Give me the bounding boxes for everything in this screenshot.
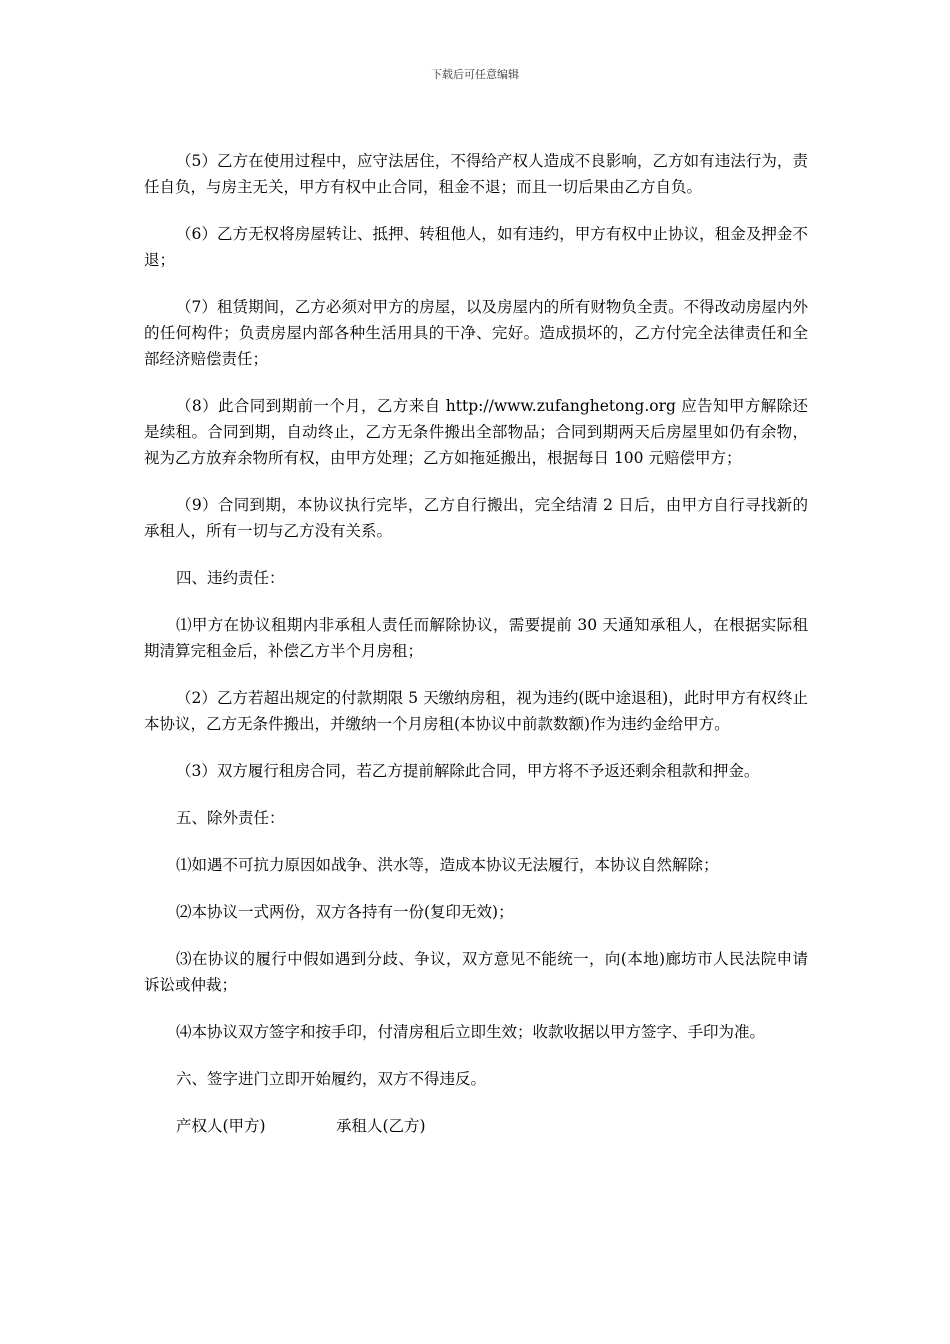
exclusion-clause-3: ⑶在协议的履行中假如遇到分歧、争议，双方意见不能统一，向(本地)廊坊市人民法院申请诉讼或仲裁；: [144, 950, 808, 994]
party-a-signature-label: 产权人(甲方): [176, 1117, 266, 1135]
clause-6: （6）乙方无权将房屋转让、抵押、转租他人，如有违约，甲方有权中止协议，租金及押金不退；: [144, 225, 808, 269]
clause-8: （8）此合同到期前一个月，乙方来自 http://www.zufanghetong.org 应告知甲方解除还是续租。合同到期，自动终止，乙方无条件搬出全部物品；合同到期两天后房屋里如仍有余物，视为乙方放弃余物所有权，由甲方处理；乙方如拖延搬出，根据每日 100 元赔偿甲方；: [144, 397, 808, 467]
section-heading-signing: 六、签字进门立即开始履约，双方不得违反。: [176, 1070, 487, 1088]
exclusion-clause-1: ⑴如遇不可抗力原因如战争、洪水等，造成本协议无法履行，本协议自然解除；: [176, 856, 719, 874]
section-heading-exclusions: 五、除外责任：: [176, 809, 285, 827]
party-b-signature-label: 承租人(乙方): [336, 1117, 426, 1135]
clause-5: （5）乙方在使用过程中，应守法居住，不得给产权人造成不良影响，乙方如有违法行为，责任自负，与房主无关，甲方有权中止合同，租金不退；而且一切后果由乙方自负。: [144, 152, 808, 196]
breach-clause-2: （2）乙方若超出规定的付款期限 5 天缴纳房租，视为违约(既中途退租)，此时甲方有权终止本协议，乙方无条件搬出，并缴纳一个月房租(本协议中前款数额)作为违约金给甲方。: [144, 689, 808, 733]
breach-clause-3: （3）双方履行租房合同，若乙方提前解除此合同，甲方将不予返还剩余租款和押金。: [176, 762, 760, 780]
exclusion-clause-4: ⑷本协议双方签字和按手印，付清房租后立即生效；收款收据以甲方签字、手印为准。: [176, 1023, 766, 1041]
section-heading-breach: 四、违约责任：: [176, 569, 285, 587]
clause-7: （7）租赁期间，乙方必须对甲方的房屋，以及房屋内的所有财物负全责。不得改动房屋内外的任何构件；负责房屋内部各种生活用具的干净、完好。造成损坏的，乙方付完全法律责任和全部经济赔偿责任；: [144, 298, 808, 368]
clause-9: （9）合同到期，本协议执行完毕，乙方自行搬出，完全结清 2 日后，由甲方自行寻找新的承租人，所有一切与乙方没有关系。: [144, 496, 808, 540]
contract-body: [144, 148, 808, 1139]
exclusion-clause-2: ⑵本协议一式两份，双方各持有一份(复印无效)；: [176, 903, 514, 921]
breach-clause-1: ⑴甲方在协议租期内非承租人责任而解除协议，需要提前 30 天通知承租人，在根据实际租期清算完租金后，补偿乙方半个月房租；: [144, 616, 808, 660]
header-note: 下载后可任意编辑: [431, 68, 519, 81]
signature-row: [144, 1113, 808, 1139]
